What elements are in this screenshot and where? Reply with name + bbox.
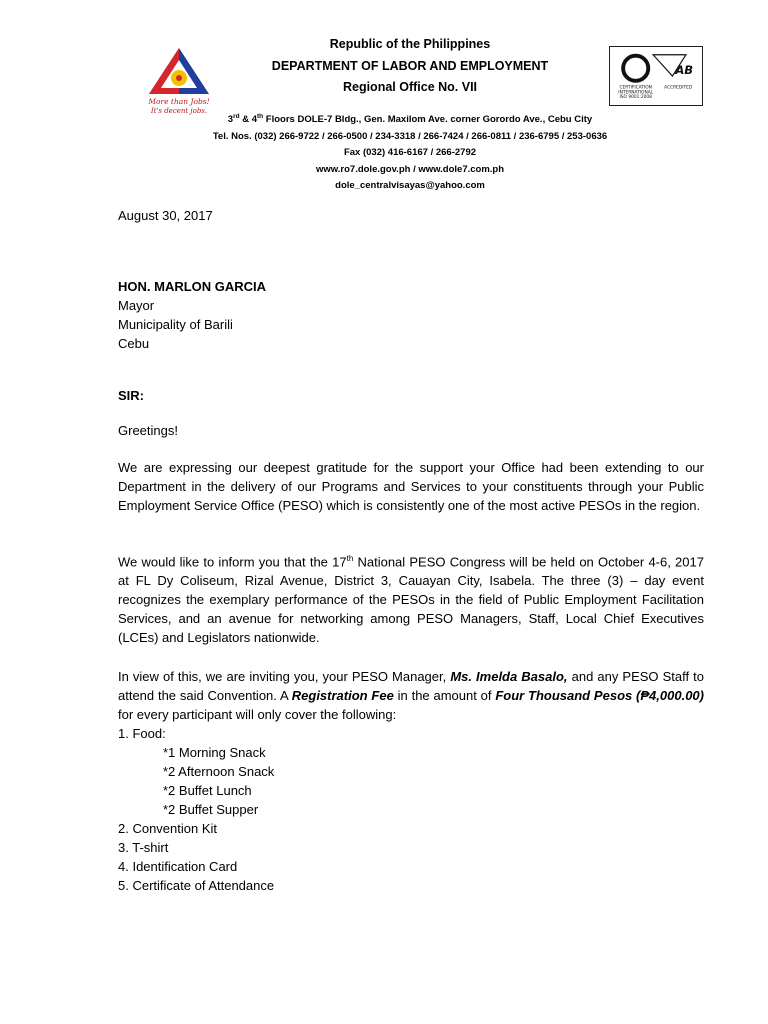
list-item: 4. Identification Card bbox=[118, 859, 238, 874]
letterhead-email[interactable]: dole_centralvisayas@yahoo.com bbox=[335, 180, 485, 192]
cert-text-3: ISO 9001:2008 bbox=[619, 95, 652, 101]
congress-text-a: We would like to inform you that the 17 bbox=[118, 554, 347, 570]
list-subitem: *2 Buffet Lunch bbox=[163, 783, 252, 798]
letterhead-web[interactable]: www.ro7.dole.gov.ph / www.dole7.com.ph bbox=[315, 163, 505, 175]
invite-text-b: and any PESO Staff to attend the said Convention. A bbox=[118, 669, 704, 703]
recipient-office: Municipality of Barili bbox=[118, 317, 233, 332]
paragraph-invitation bbox=[118, 667, 704, 724]
registration-fee-label: Registration Fee bbox=[291, 688, 394, 703]
letter-date: August 30, 2017 bbox=[118, 208, 213, 223]
list-subitem: *2 Afternoon Snack bbox=[163, 764, 275, 779]
invite-text-c: in the amount of bbox=[393, 688, 496, 703]
recipient-title: Mayor bbox=[118, 298, 155, 313]
letterhead bbox=[150, 34, 670, 99]
greeting: Greetings! bbox=[118, 423, 178, 438]
list-subitem: *2 Buffet Supper bbox=[163, 802, 259, 817]
congress-text-b: National PESO Congress will be held on October 4-6, 2017 at FL Dy Coliseum, Rizal Avenue, District 3, Cauayan City, Isabela. The three (3) – day event recognizes the exemplary performance of the PESOs in the field of Public Employment Facilitation Services, and an avenue for networking among PESO Managers, Staff, Local Chief Executives (LCEs) and Legislators nationwide. bbox=[118, 554, 704, 646]
recipient-block bbox=[118, 277, 704, 353]
peso-manager-name: Ms. Imelda Basalo, bbox=[450, 669, 568, 684]
letterhead-office: Regional Office No. VII bbox=[342, 80, 478, 94]
letterhead-tel: Tel. Nos. (032) 266-9722 / 266-0500 / 234-3318 / 266-7424 / 266-0811 / 236-6795 / 253-0636 bbox=[212, 130, 608, 142]
letterhead-republic: Republic of the Philippines bbox=[329, 37, 491, 51]
list-item-food: 1. Food: bbox=[118, 726, 166, 741]
letterhead-department: DEPARTMENT OF LABOR AND EMPLOYMENT bbox=[271, 58, 549, 73]
cert-text-1: CERTIFICATION bbox=[619, 85, 652, 91]
list-item: 2. Convention Kit bbox=[118, 821, 218, 836]
paragraph-congress bbox=[118, 549, 704, 647]
cert-mark: AB bbox=[675, 63, 694, 78]
logo-slogan-1: More than Jobs! bbox=[148, 97, 210, 106]
recipient-name: HON. MARLON GARCIA bbox=[118, 279, 267, 294]
list-item: 3. T-shirt bbox=[118, 840, 169, 855]
address-text: Floors DOLE-7 Bldg., Gen. Maxilom Ave. corner Gorordo Ave., Cebu City bbox=[265, 114, 593, 126]
cert-accredited: ACCREDITED bbox=[664, 85, 693, 91]
letterhead-fax: Fax (032) 416-6167 / 266-2792 bbox=[343, 147, 477, 159]
congress-sup: th bbox=[346, 554, 354, 563]
salutation: SIR: bbox=[118, 388, 144, 403]
letterhead-contact bbox=[150, 109, 670, 195]
list-item: 5. Certificate of Attendance bbox=[118, 878, 275, 893]
inclusions-list bbox=[118, 724, 704, 895]
registration-fee-amount: Four Thousand Pesos (₱4,000.00) bbox=[495, 688, 704, 703]
logo-slogan-2: It's decent jobs. bbox=[150, 107, 208, 115]
cert-text-2: INTERNATIONAL bbox=[618, 90, 654, 96]
recipient-place: Cebu bbox=[118, 336, 150, 351]
paragraph-gratitude: We are expressing our deepest gratitude for the support your Office had been extending to our Department in the delivery of our Programs and Services to your constituents through your Public Employment Service Office (PESO) which is consistently one of the most active PESOs in the region. bbox=[118, 460, 704, 513]
list-subitem: *1 Morning Snack bbox=[163, 745, 266, 760]
invite-text-a: In view of this, we are inviting you, your PESO Manager, bbox=[118, 669, 451, 684]
invite-text-d: for every participant will only cover the following: bbox=[118, 707, 397, 722]
letterhead-address: 3rd & 4th Floors DOLE-7 Bldg., Gen. Maxilom Ave. corner Gorordo Ave., Cebu City bbox=[227, 113, 593, 126]
